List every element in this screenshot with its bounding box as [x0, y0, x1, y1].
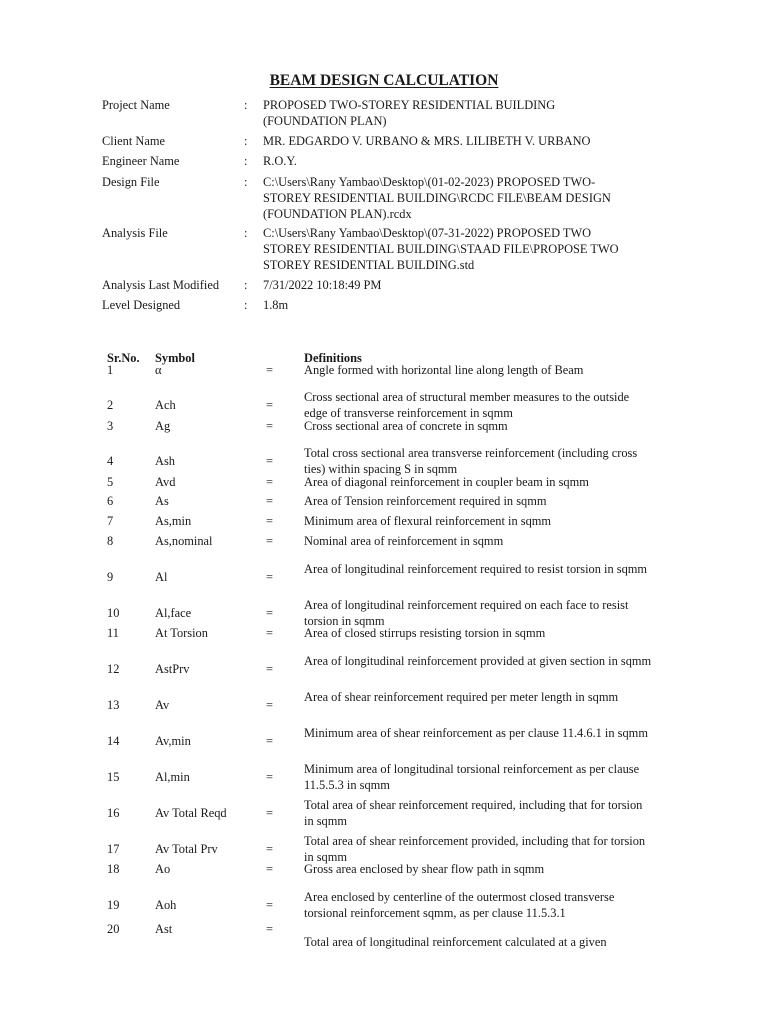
row-symbol: Ag: [155, 419, 171, 433]
row-symbol: Aoh: [155, 898, 177, 912]
row-definition: Angle formed with horizontal line along length of Beam: [304, 363, 584, 377]
row-equals: =: [266, 698, 273, 712]
row-number: 20: [107, 922, 120, 936]
row-symbol: α: [155, 363, 162, 377]
info-value: 7/31/2022 10:18:49 PM: [263, 278, 382, 292]
definition-row: [0, 725, 768, 757]
row-equals: =: [266, 398, 273, 412]
definition-row: [0, 445, 768, 477]
row-equals: =: [266, 626, 273, 640]
definition-row: [0, 761, 768, 793]
row-number: 19: [107, 898, 120, 912]
definition-row: [0, 653, 768, 685]
row-definition: Total area of shear reinforcement provided, including that for torsion in sqmm: [304, 834, 646, 864]
row-number: 12: [107, 662, 120, 676]
row-number: 7: [107, 514, 114, 528]
row-symbol: Av: [155, 698, 170, 712]
definition-row: [0, 561, 768, 593]
row-equals: =: [266, 475, 273, 489]
row-symbol: Al,min: [155, 770, 190, 784]
info-label: Engineer Name: [102, 154, 180, 168]
row-symbol: Al: [155, 570, 168, 584]
row-symbol: As,nominal: [155, 534, 213, 548]
row-symbol: Ach: [155, 398, 176, 412]
row-symbol: Ash: [155, 454, 175, 468]
row-symbol: Ast: [155, 922, 173, 936]
row-number: 2: [107, 398, 114, 412]
row-number: 18: [107, 862, 120, 876]
definition-row: [0, 389, 768, 421]
info-colon: :: [244, 134, 248, 148]
row-number: 9: [107, 570, 114, 584]
row-definition: Area of Tension reinforcement required in sqmm: [304, 494, 547, 508]
info-colon: :: [244, 175, 248, 189]
info-value: C:\Users\Rany Yambao\Desktop\(07-31-2022) PROPOSED TWO STOREY RESIDENTIAL BUILDING\STAAD FILE\PROPOSE TWO STOREY RESIDENTIAL BUILDING.std: [263, 226, 619, 272]
row-number: 4: [107, 454, 114, 468]
info-colon: :: [244, 98, 248, 112]
row-equals: =: [266, 363, 273, 377]
row-symbol: Av,min: [155, 734, 191, 748]
row-definition: Minimum area of flexural reinforcement in sqmm: [304, 514, 552, 528]
row-number: 15: [107, 770, 120, 784]
row-definition: Total area of longitudinal reinforcement calculated at a given: [304, 935, 607, 949]
definition-row: [0, 797, 768, 829]
row-symbol: Av Total Reqd: [155, 806, 227, 820]
row-number: 5: [107, 475, 114, 489]
row-symbol: Av Total Prv: [155, 842, 218, 856]
row-definition: Area of longitudinal reinforcement required to resist torsion in sqmm: [304, 562, 648, 576]
row-equals: =: [266, 514, 273, 528]
header-definitions: Definitions: [304, 351, 362, 365]
row-definition: Area enclosed by centerline of the outermost closed transverse torsional reinforcement sqmm, as per clause 11.5.3.1: [304, 890, 615, 920]
row-equals: =: [266, 862, 273, 876]
row-symbol: AstPrv: [155, 662, 190, 676]
row-equals: =: [266, 606, 273, 620]
row-definition: Cross sectional area of concrete in sqmm: [304, 419, 508, 433]
row-number: 13: [107, 698, 120, 712]
row-symbol: As: [155, 494, 169, 508]
row-definition: Area of shear reinforcement required per meter length in sqmm: [304, 690, 619, 704]
row-equals: =: [266, 842, 273, 856]
row-definition: Gross area enclosed by shear flow path in sqmm: [304, 862, 545, 876]
row-equals: =: [266, 534, 273, 548]
info-colon: :: [244, 278, 248, 292]
info-label: Design File: [102, 175, 160, 189]
info-label: Project Name: [102, 98, 170, 112]
row-definition: Total cross sectional area transverse reinforcement (including cross ties) within spacing S in sqmm: [304, 446, 638, 476]
document-title: BEAM DESIGN CALCULATION: [269, 72, 499, 89]
row-symbol: As,min: [155, 514, 192, 528]
row-equals: =: [266, 570, 273, 584]
row-number: 3: [107, 419, 114, 433]
info-label: Analysis Last Modified: [102, 278, 220, 292]
row-number: 17: [107, 842, 120, 856]
info-label: Client Name: [102, 134, 165, 148]
info-value: PROPOSED TWO-STOREY RESIDENTIAL BUILDING (FOUNDATION PLAN): [263, 98, 556, 128]
row-definition: Area of diagonal reinforcement in coupler beam in sqmm: [304, 475, 589, 489]
row-equals: =: [266, 494, 273, 508]
header-sr-no: Sr.No.: [107, 351, 140, 365]
row-definition: Area of longitudinal reinforcement provided at given section in sqmm: [304, 654, 652, 668]
row-definition: Nominal area of reinforcement in sqmm: [304, 534, 504, 548]
row-definition: Total area of shear reinforcement required, including that for torsion in sqmm: [304, 798, 643, 828]
row-equals: =: [266, 734, 273, 748]
row-equals: =: [266, 662, 273, 676]
row-equals: =: [266, 806, 273, 820]
row-equals: =: [266, 454, 273, 468]
info-colon: :: [244, 298, 248, 312]
definition-row: [0, 689, 768, 721]
row-symbol: Avd: [155, 475, 176, 489]
row-symbol: Al,face: [155, 606, 192, 620]
info-value: C:\Users\Rany Yambao\Desktop\(01-02-2023) PROPOSED TWO-STOREY RESIDENTIAL BUILDING\RCDC FILE\BEAM DESIGN (FOUNDATION PLAN).rcdx: [263, 175, 611, 221]
row-number: 16: [107, 806, 120, 820]
row-definition: Minimum area of shear reinforcement as per clause 11.4.6.1 in sqmm: [304, 726, 648, 740]
info-colon: :: [244, 226, 248, 240]
header-symbol: Symbol: [155, 351, 195, 365]
definition-row: [0, 889, 768, 921]
row-definition: Area of longitudinal reinforcement required on each face to resist torsion in sqmm: [304, 598, 629, 628]
row-definition: Minimum area of longitudinal torsional reinforcement as per clause 11.5.5.3 in sqmm: [304, 762, 640, 792]
row-number: 11: [107, 626, 119, 640]
row-equals: =: [266, 898, 273, 912]
row-symbol: Ao: [155, 862, 171, 876]
info-colon: :: [244, 154, 248, 168]
row-definition: Cross sectional area of structural member measures to the outside edge of transverse reinforcement in sqmm: [304, 390, 630, 420]
info-value: 1.8m: [263, 298, 289, 312]
row-number: 6: [107, 494, 114, 508]
row-symbol: At Torsion: [155, 626, 208, 640]
info-label: Level Designed: [102, 298, 181, 312]
row-number: 8: [107, 534, 114, 548]
info-label: Analysis File: [102, 226, 168, 240]
row-number: 10: [107, 606, 120, 620]
info-value: MR. EDGARDO V. URBANO & MRS. LILIBETH V. URBANO: [263, 134, 591, 148]
info-value: R.O.Y.: [263, 154, 297, 168]
row-definition: Area of closed stirrups resisting torsion in sqmm: [304, 626, 546, 640]
row-equals: =: [266, 770, 273, 784]
row-number: 14: [107, 734, 120, 748]
row-equals: =: [266, 419, 273, 433]
row-equals: =: [266, 922, 273, 936]
row-number: 1: [107, 363, 114, 377]
